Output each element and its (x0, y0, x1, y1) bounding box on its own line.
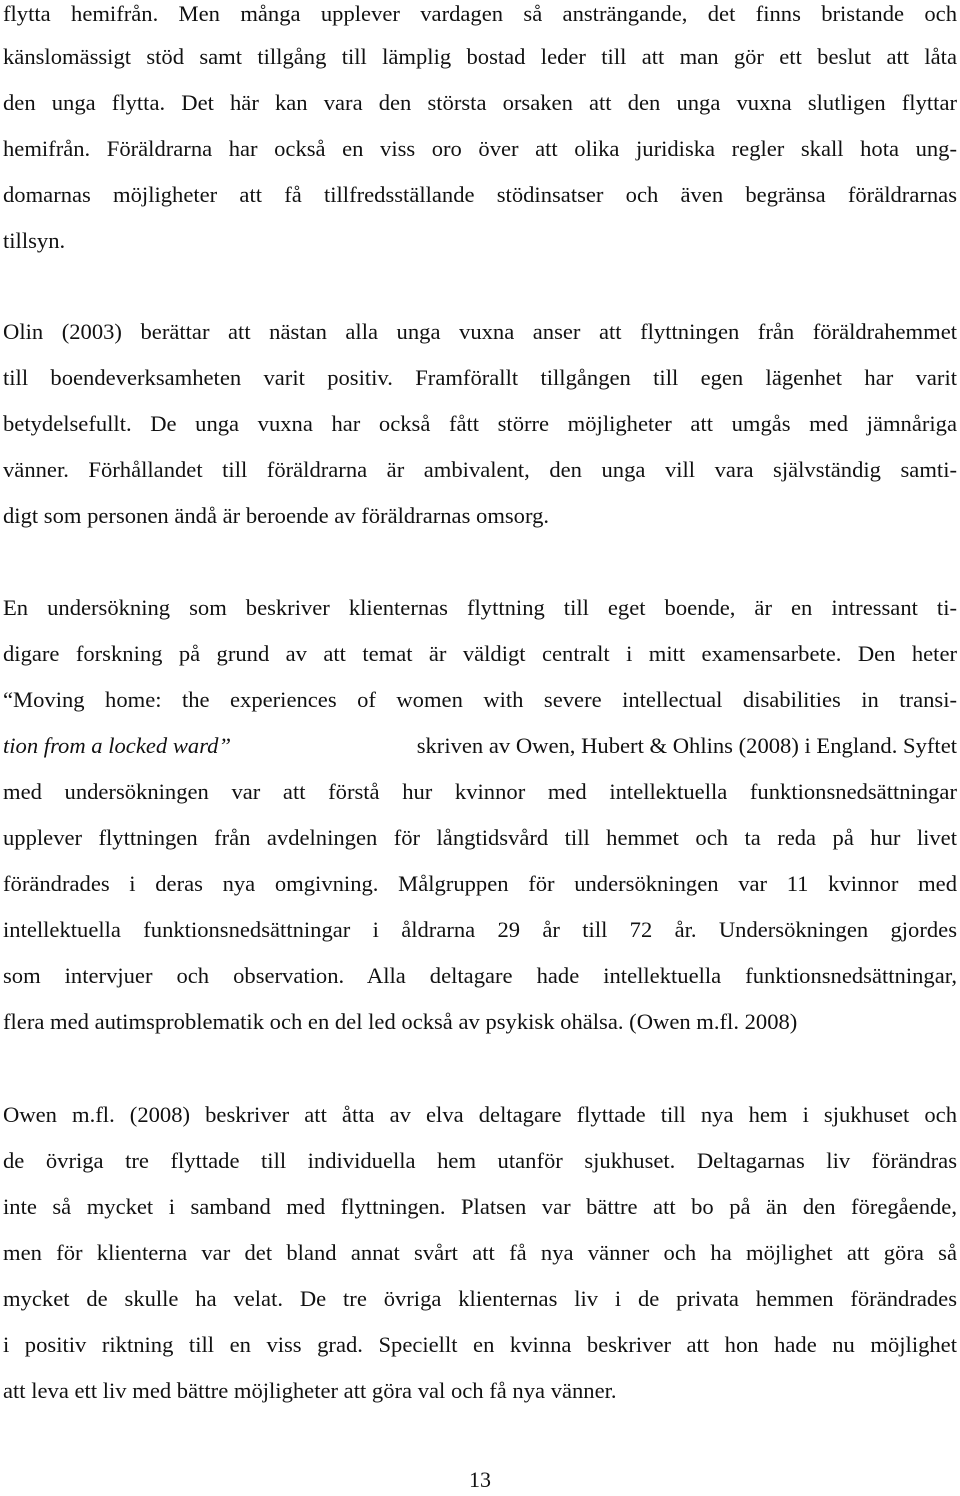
text-line: betydelsefullt. De unga vuxna har också fått större möjligheter att umgås med jämnåriga (3, 411, 957, 436)
text-line: “Moving home: the experiences of women with severe intellectual disabilities in transi- (3, 687, 957, 712)
text-line: Olin (2003) berättar att nästan alla unga vuxna anser att flyttningen från föräldrahemmet (3, 319, 957, 344)
page-number: 13 (469, 1467, 491, 1492)
text-line: inte så mycket i samband med flyttningen. Platsen var bättre att bo på än den föregående, (3, 1194, 957, 1219)
text-line: digare forskning på grund av att temat är väldigt centralt i mitt examensarbete. Den heter (3, 641, 957, 666)
text-line: flera med autimsproblematik och en del led också av psykisk ohälsa. (Owen m.fl. 2008) (3, 1009, 798, 1034)
text-line-rest: skriven av Owen, Hubert & Ohlins (2008) i England. Syftet (416, 733, 957, 758)
text-line: känslomässigt stöd samt tillgång till lämplig bostad leder till att man gör ett beslut att låta (3, 44, 957, 69)
text-line: tillsyn. (3, 228, 66, 253)
text-line: som intervjuer och observation. Alla deltagare hade intellektuella funktionsnedsättningar, (3, 963, 957, 988)
text-line: flytta hemifrån. Men många upplever vardagen så ansträngande, det finns bristande och (3, 1, 957, 26)
text-line: de övriga tre flyttade till individuella hem utanför sjukhuset. Deltagarnas liv förändras (3, 1148, 957, 1173)
text-line: till boendeverksamheten varit positiv. Framförallt tillgången till egen lägenhet har varit (3, 365, 957, 390)
text-line: Owen m.fl. (2008) beskriver att åtta av elva deltagare flyttade till nya hem i sjukhuset och (3, 1102, 957, 1127)
text-line: digt som personen ändå är beroende av föräldrarnas omsorg. (3, 503, 550, 528)
text-line: mycket de skulle ha velat. De tre övriga klienternas liv i de privata hemmen förändrades (3, 1286, 957, 1311)
text-line: med undersökningen var att förstå hur kvinnor med intellektuella funktionsnedsättningar (3, 779, 957, 804)
text-line: hemifrån. Föräldrarna har också en viss oro över att olika juridiska regler skall hota ung- (3, 136, 957, 161)
text-line: upplever flyttningen från avdelningen för långtidsvård till hemmet och ta reda på hur livet (3, 825, 957, 850)
text-line: men för klienterna var det bland annat svårt att få nya vänner och ha möjlighet att göra så (3, 1240, 957, 1265)
text-line: att leva ett liv med bättre möjligheter att göra val och få nya vänner. (3, 1378, 617, 1403)
text-line: i positiv riktning till en viss grad. Speciellt en kvinna beskriver att hon hade nu möjlighet (3, 1332, 957, 1357)
text-line: vänner. Förhållandet till föräldrarna är ambivalent, den unga vill vara självständig samti- (3, 457, 957, 482)
text-line: En undersökning som beskriver klienternas flyttning till eget boende, är en intressant ti- (3, 595, 957, 620)
text-line: den unga flytta. Det här kan vara den största orsaken att den unga vuxna slutligen flyttar (3, 90, 957, 115)
study-title-italic: tion from a locked ward” (3, 733, 232, 758)
text-line: förändrades i deras nya omgivning. Målgruppen för undersökningen var 11 kvinnor med (3, 871, 957, 896)
text-line: intellektuella funktionsnedsättningar i åldrarna 29 år till 72 år. Undersökningen gjordes (3, 917, 957, 942)
text-line: domarnas möjligheter att få tillfredsställande stödinsatser och även begränsa föräldrarnas (3, 182, 957, 207)
text-line (3, 732, 957, 760)
